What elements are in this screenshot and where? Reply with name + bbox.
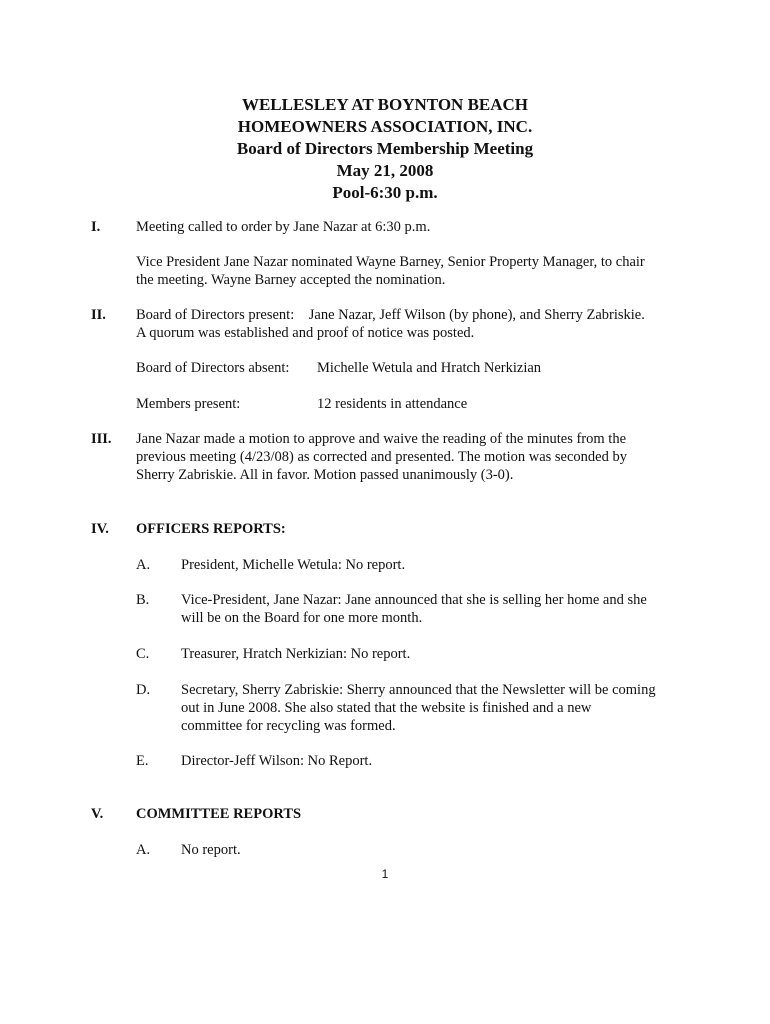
- paragraph-line: Sherry Zabriskie. All in favor. Motion passed unanimously (3-0).: [136, 467, 514, 483]
- list-item-text: Vice-President, Jane Nazar: Jane announced that she is selling her home and she: [181, 592, 647, 608]
- list-item-letter: A.: [136, 557, 151, 573]
- paragraph-line: Jane Nazar made a motion to approve and waive the reading of the minutes from the: [136, 431, 627, 447]
- list-item-letter: A.: [136, 842, 151, 858]
- section-numeral: I.: [91, 219, 101, 235]
- members-label: Members present:: [136, 396, 241, 412]
- paragraph-line: previous meeting (4/23/08) as corrected and presented. The motion was seconded by: [136, 449, 627, 465]
- paragraph-line: Vice President Jane Nazar nominated Wayne Barney, Senior Property Manager, to chair: [136, 254, 645, 270]
- absent-value: Michelle Wetula and Hratch Nerkizian: [317, 360, 542, 376]
- list-item-letter: D.: [136, 682, 151, 698]
- list-item-letter: E.: [136, 753, 149, 769]
- list-item-text: President, Michelle Wetula: No report.: [181, 557, 406, 573]
- header-date: May 21, 2008: [336, 161, 434, 180]
- list-item-text: Secretary, Sherry Zabriskie: Sherry announced that the Newsletter will be coming: [181, 682, 656, 698]
- header-location-time: Pool-6:30 p.m.: [332, 183, 438, 202]
- header-org-type: HOMEOWNERS ASSOCIATION, INC.: [237, 117, 533, 136]
- members-value: 12 residents in attendance: [317, 396, 468, 412]
- list-item-text: committee for recycling was formed.: [181, 718, 396, 734]
- list-item-text: Director-Jeff Wilson: No Report.: [181, 753, 373, 769]
- absent-label: Board of Directors absent:: [136, 360, 290, 376]
- paragraph-line: A quorum was established and proof of notice was posted.: [136, 325, 475, 341]
- paragraph-line: the meeting. Wayne Barney accepted the nomination.: [136, 272, 446, 288]
- list-item-text: will be on the Board for one more month.: [181, 610, 423, 626]
- section-numeral: IV.: [91, 521, 109, 537]
- header-org-name: WELLESLEY AT BOYNTON BEACH: [241, 95, 529, 114]
- page-number: 1: [381, 867, 389, 881]
- section-numeral: II.: [91, 307, 106, 323]
- list-item-letter: C.: [136, 646, 150, 662]
- list-item-text: No report.: [181, 842, 241, 858]
- list-item-text: out in June 2008. She also stated that the website is finished and a new: [181, 700, 592, 716]
- header-meeting-title: Board of Directors Membership Meeting: [236, 139, 534, 158]
- section-numeral: V.: [91, 806, 104, 822]
- list-item-text: Treasurer, Hratch Nerkizian: No report.: [181, 646, 411, 662]
- section-heading: OFFICERS REPORTS:: [136, 521, 286, 537]
- paragraph-line: Meeting called to order by Jane Nazar at 6:30 p.m.: [136, 219, 431, 235]
- section-heading: COMMITTEE REPORTS: [136, 806, 302, 822]
- paragraph-line: Board of Directors present: Jane Nazar, Jeff Wilson (by phone), and Sherry Zabriskie.: [136, 307, 645, 323]
- list-item-letter: B.: [136, 592, 150, 608]
- section-numeral: III.: [91, 431, 112, 447]
